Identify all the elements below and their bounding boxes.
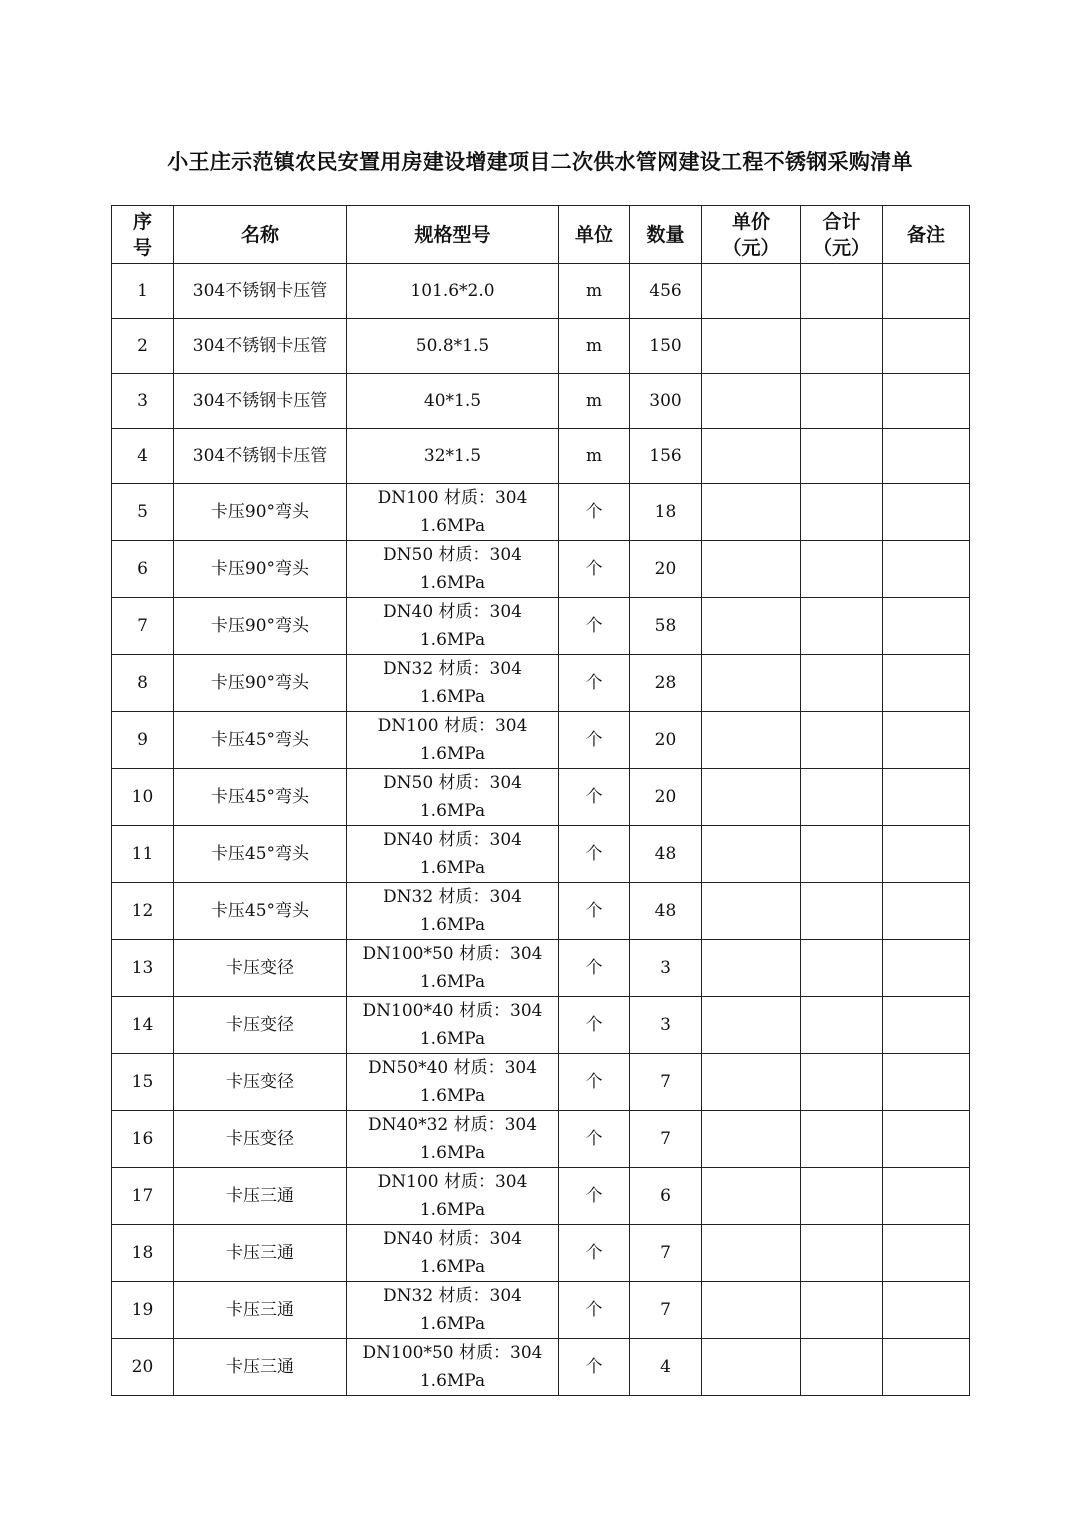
cell-price — [702, 484, 801, 541]
table-row — [112, 883, 970, 940]
cell-no: 5 — [112, 484, 174, 541]
table-row — [112, 264, 970, 319]
cell-note — [883, 541, 970, 598]
cell-price — [702, 541, 801, 598]
table-header-row — [112, 206, 970, 264]
cell-total — [801, 1282, 883, 1339]
spec-line2: 1.6MPa — [419, 801, 486, 821]
cell-no: 11 — [112, 826, 174, 883]
cell-spec — [347, 598, 559, 655]
cell-total — [801, 997, 883, 1054]
header-qty — [630, 206, 702, 264]
cell-total — [801, 1111, 883, 1168]
cell-total — [801, 484, 883, 541]
cell-spec — [347, 655, 559, 712]
cell-price — [702, 940, 801, 997]
spec-line1: DN100*50 材质：304 — [362, 1343, 543, 1363]
spec-line2: 1.6MPa — [419, 687, 486, 707]
cell-total — [801, 712, 883, 769]
cell-name: 卡压90°弯头 — [174, 541, 347, 598]
spec-line1: DN40 材质：304 — [383, 602, 522, 622]
table-row — [112, 940, 970, 997]
header-total — [801, 206, 883, 264]
cell-qty: 4 — [630, 1339, 702, 1396]
cell-note — [883, 1168, 970, 1225]
cell-qty: 6 — [630, 1168, 702, 1225]
cell-note — [883, 374, 970, 429]
header-label-line2: （元） — [812, 236, 870, 259]
cell-no: 3 — [112, 374, 174, 429]
cell-total — [801, 1339, 883, 1396]
cell-unit: 个 — [559, 712, 630, 769]
cell-qty: 20 — [630, 541, 702, 598]
cell-spec — [347, 541, 559, 598]
header-label: 名称 — [240, 223, 279, 246]
cell-unit: 个 — [559, 997, 630, 1054]
table-row — [112, 1168, 970, 1225]
cell-spec — [347, 712, 559, 769]
cell-unit: 个 — [559, 1111, 630, 1168]
cell-spec — [347, 769, 559, 826]
cell-unit: 个 — [559, 940, 630, 997]
cell-total — [801, 1225, 883, 1282]
table-row — [112, 997, 970, 1054]
cell-no: 20 — [112, 1339, 174, 1396]
cell-total — [801, 374, 883, 429]
spec-line1: DN50*40 材质：304 — [367, 1058, 538, 1078]
spec-line1: 40*1.5 — [423, 391, 482, 411]
table-row — [112, 1054, 970, 1111]
header-label: 数量 — [646, 223, 685, 246]
cell-unit: 个 — [559, 826, 630, 883]
cell-qty: 3 — [630, 940, 702, 997]
cell-name: 304不锈钢卡压管 — [174, 264, 347, 319]
table-row — [112, 319, 970, 374]
cell-note — [883, 883, 970, 940]
cell-spec — [347, 826, 559, 883]
table-row — [112, 769, 970, 826]
cell-name: 卡压变径 — [174, 940, 347, 997]
cell-spec — [347, 940, 559, 997]
spec-line2: 1.6MPa — [419, 1257, 486, 1277]
cell-price — [702, 1111, 801, 1168]
cell-name: 卡压三通 — [174, 1225, 347, 1282]
cell-no: 17 — [112, 1168, 174, 1225]
table-row — [112, 484, 970, 541]
spec-line1: DN100*50 材质：304 — [362, 944, 543, 964]
spec-line2: 1.6MPa — [419, 573, 486, 593]
cell-qty: 156 — [630, 429, 702, 484]
spec-line1: DN32 材质：304 — [383, 659, 522, 679]
cell-price — [702, 264, 801, 319]
cell-qty: 7 — [630, 1225, 702, 1282]
table-body — [112, 264, 970, 1396]
cell-total — [801, 264, 883, 319]
cell-total — [801, 883, 883, 940]
cell-spec — [347, 997, 559, 1054]
cell-total — [801, 769, 883, 826]
cell-total — [801, 541, 883, 598]
cell-spec — [347, 1111, 559, 1168]
cell-no: 13 — [112, 940, 174, 997]
cell-no: 16 — [112, 1111, 174, 1168]
spec-line1: 32*1.5 — [423, 446, 482, 466]
cell-qty: 7 — [630, 1054, 702, 1111]
cell-no: 19 — [112, 1282, 174, 1339]
spec-line1: DN40 材质：304 — [383, 830, 522, 850]
cell-price — [702, 826, 801, 883]
cell-no: 12 — [112, 883, 174, 940]
cell-price — [702, 429, 801, 484]
cell-unit: 个 — [559, 1282, 630, 1339]
cell-spec — [347, 1282, 559, 1339]
cell-note — [883, 1339, 970, 1396]
cell-note — [883, 1054, 970, 1111]
cell-qty: 48 — [630, 883, 702, 940]
cell-price — [702, 1225, 801, 1282]
spec-line1: DN32 材质：304 — [383, 1286, 522, 1306]
table-row — [112, 1339, 970, 1396]
cell-unit: m — [559, 429, 630, 484]
cell-unit: 个 — [559, 655, 630, 712]
cell-price — [702, 1282, 801, 1339]
cell-no: 1 — [112, 264, 174, 319]
spec-line1: DN50 材质：304 — [383, 545, 522, 565]
cell-note — [883, 940, 970, 997]
cell-price — [702, 712, 801, 769]
spec-line1: DN100*40 材质：304 — [362, 1001, 543, 1021]
spec-line2: 1.6MPa — [419, 915, 486, 935]
cell-note — [883, 598, 970, 655]
cell-name: 卡压三通 — [174, 1282, 347, 1339]
cell-unit: m — [559, 319, 630, 374]
cell-qty: 48 — [630, 826, 702, 883]
cell-name: 卡压变径 — [174, 1054, 347, 1111]
cell-no: 9 — [112, 712, 174, 769]
spec-line2: 1.6MPa — [419, 630, 486, 650]
table-row — [112, 1225, 970, 1282]
cell-name: 卡压变径 — [174, 997, 347, 1054]
spec-line2: 1.6MPa — [419, 1200, 486, 1220]
spec-line2: 1.6MPa — [419, 1371, 486, 1391]
table-row — [112, 1111, 970, 1168]
cell-qty: 58 — [630, 598, 702, 655]
cell-note — [883, 769, 970, 826]
cell-no: 18 — [112, 1225, 174, 1282]
table-row — [112, 1282, 970, 1339]
cell-note — [883, 1111, 970, 1168]
cell-total — [801, 429, 883, 484]
cell-price — [702, 1054, 801, 1111]
cell-qty: 150 — [630, 319, 702, 374]
cell-name: 卡压三通 — [174, 1339, 347, 1396]
spec-line1: DN100 材质：304 — [377, 716, 528, 736]
spec-line1: DN32 材质：304 — [383, 887, 522, 907]
cell-qty: 456 — [630, 264, 702, 319]
cell-unit: 个 — [559, 541, 630, 598]
cell-total — [801, 826, 883, 883]
cell-total — [801, 940, 883, 997]
spec-line2: 1.6MPa — [419, 1086, 486, 1106]
cell-total — [801, 1168, 883, 1225]
cell-name: 卡压90°弯头 — [174, 655, 347, 712]
cell-total — [801, 598, 883, 655]
cell-qty: 3 — [630, 997, 702, 1054]
cell-unit: m — [559, 374, 630, 429]
cell-note — [883, 1282, 970, 1339]
cell-name: 304不锈钢卡压管 — [174, 319, 347, 374]
cell-no: 14 — [112, 997, 174, 1054]
cell-price — [702, 1339, 801, 1396]
cell-total — [801, 1054, 883, 1111]
header-price — [702, 206, 801, 264]
header-label: 序 — [132, 210, 152, 233]
cell-spec — [347, 429, 559, 484]
cell-unit: 个 — [559, 1054, 630, 1111]
cell-note — [883, 1225, 970, 1282]
cell-name: 卡压45°弯头 — [174, 883, 347, 940]
cell-unit: 个 — [559, 484, 630, 541]
header-label: 规格型号 — [414, 223, 491, 246]
cell-name: 卡压45°弯头 — [174, 712, 347, 769]
spec-line2: 1.6MPa — [419, 744, 486, 764]
cell-no: 8 — [112, 655, 174, 712]
procurement-table — [111, 205, 970, 1396]
cell-price — [702, 598, 801, 655]
cell-note — [883, 319, 970, 374]
cell-qty: 7 — [630, 1282, 702, 1339]
header-label: 单价 — [731, 210, 770, 233]
cell-price — [702, 655, 801, 712]
header-unit — [559, 206, 630, 264]
cell-note — [883, 484, 970, 541]
cell-name: 卡压45°弯头 — [174, 826, 347, 883]
cell-unit: 个 — [559, 598, 630, 655]
cell-unit: 个 — [559, 1339, 630, 1396]
cell-name: 卡压三通 — [174, 1168, 347, 1225]
spec-line1: 50.8*1.5 — [415, 336, 490, 356]
cell-spec — [347, 319, 559, 374]
cell-qty: 20 — [630, 712, 702, 769]
cell-unit: 个 — [559, 883, 630, 940]
header-label: 单位 — [574, 223, 613, 246]
cell-price — [702, 769, 801, 826]
header-label-line2: 号 — [132, 236, 152, 259]
header-note — [883, 206, 970, 264]
table-row — [112, 655, 970, 712]
spec-line1: DN100 材质：304 — [377, 1172, 528, 1192]
header-label-line2: （元） — [722, 236, 780, 259]
spec-line2: 1.6MPa — [419, 1314, 486, 1334]
cell-no: 6 — [112, 541, 174, 598]
cell-no: 4 — [112, 429, 174, 484]
cell-qty: 7 — [630, 1111, 702, 1168]
spec-line1: DN40*32 材质：304 — [367, 1115, 538, 1135]
cell-price — [702, 374, 801, 429]
cell-price — [702, 883, 801, 940]
cell-note — [883, 712, 970, 769]
cell-spec — [347, 883, 559, 940]
header-label: 备注 — [906, 223, 945, 246]
cell-spec — [347, 1054, 559, 1111]
cell-name: 卡压45°弯头 — [174, 769, 347, 826]
cell-price — [702, 319, 801, 374]
cell-note — [883, 429, 970, 484]
spec-line2: 1.6MPa — [419, 858, 486, 878]
spec-line2: 1.6MPa — [419, 516, 486, 536]
header-no — [112, 206, 174, 264]
spec-line2: 1.6MPa — [419, 1143, 486, 1163]
document-title: 小王庄示范镇农民安置用房建设增建项目二次供水管网建设工程不锈钢采购清单 — [167, 150, 913, 174]
cell-name: 卡压90°弯头 — [174, 484, 347, 541]
cell-name: 304不锈钢卡压管 — [174, 374, 347, 429]
cell-qty: 18 — [630, 484, 702, 541]
cell-price — [702, 1168, 801, 1225]
cell-spec — [347, 1225, 559, 1282]
cell-spec — [347, 1339, 559, 1396]
cell-name: 卡压变径 — [174, 1111, 347, 1168]
cell-total — [801, 319, 883, 374]
table-row — [112, 374, 970, 429]
cell-spec — [347, 374, 559, 429]
cell-spec — [347, 484, 559, 541]
cell-no: 7 — [112, 598, 174, 655]
cell-spec — [347, 264, 559, 319]
spec-line1: 101.6*2.0 — [410, 281, 495, 301]
cell-unit: 个 — [559, 769, 630, 826]
cell-spec — [347, 1168, 559, 1225]
header-label: 合计 — [822, 210, 861, 233]
cell-name: 卡压90°弯头 — [174, 598, 347, 655]
table-row — [112, 429, 970, 484]
cell-note — [883, 655, 970, 712]
cell-note — [883, 264, 970, 319]
cell-unit: 个 — [559, 1225, 630, 1282]
spec-line1: DN40 材质：304 — [383, 1229, 522, 1249]
cell-no: 2 — [112, 319, 174, 374]
spec-line1: DN100 材质：304 — [377, 488, 528, 508]
table-row — [112, 712, 970, 769]
cell-qty: 300 — [630, 374, 702, 429]
spec-line2: 1.6MPa — [419, 972, 486, 992]
cell-price — [702, 997, 801, 1054]
cell-note — [883, 826, 970, 883]
table-row — [112, 598, 970, 655]
cell-unit: m — [559, 264, 630, 319]
cell-no: 10 — [112, 769, 174, 826]
cell-qty: 20 — [630, 769, 702, 826]
cell-unit: 个 — [559, 1168, 630, 1225]
cell-qty: 28 — [630, 655, 702, 712]
spec-line2: 1.6MPa — [419, 1029, 486, 1049]
cell-no: 15 — [112, 1054, 174, 1111]
header-name — [174, 206, 347, 264]
spec-line1: DN50 材质：304 — [383, 773, 522, 793]
cell-total — [801, 655, 883, 712]
table-row — [112, 541, 970, 598]
cell-note — [883, 997, 970, 1054]
header-spec — [347, 206, 559, 264]
table-row — [112, 826, 970, 883]
cell-name: 304不锈钢卡压管 — [174, 429, 347, 484]
